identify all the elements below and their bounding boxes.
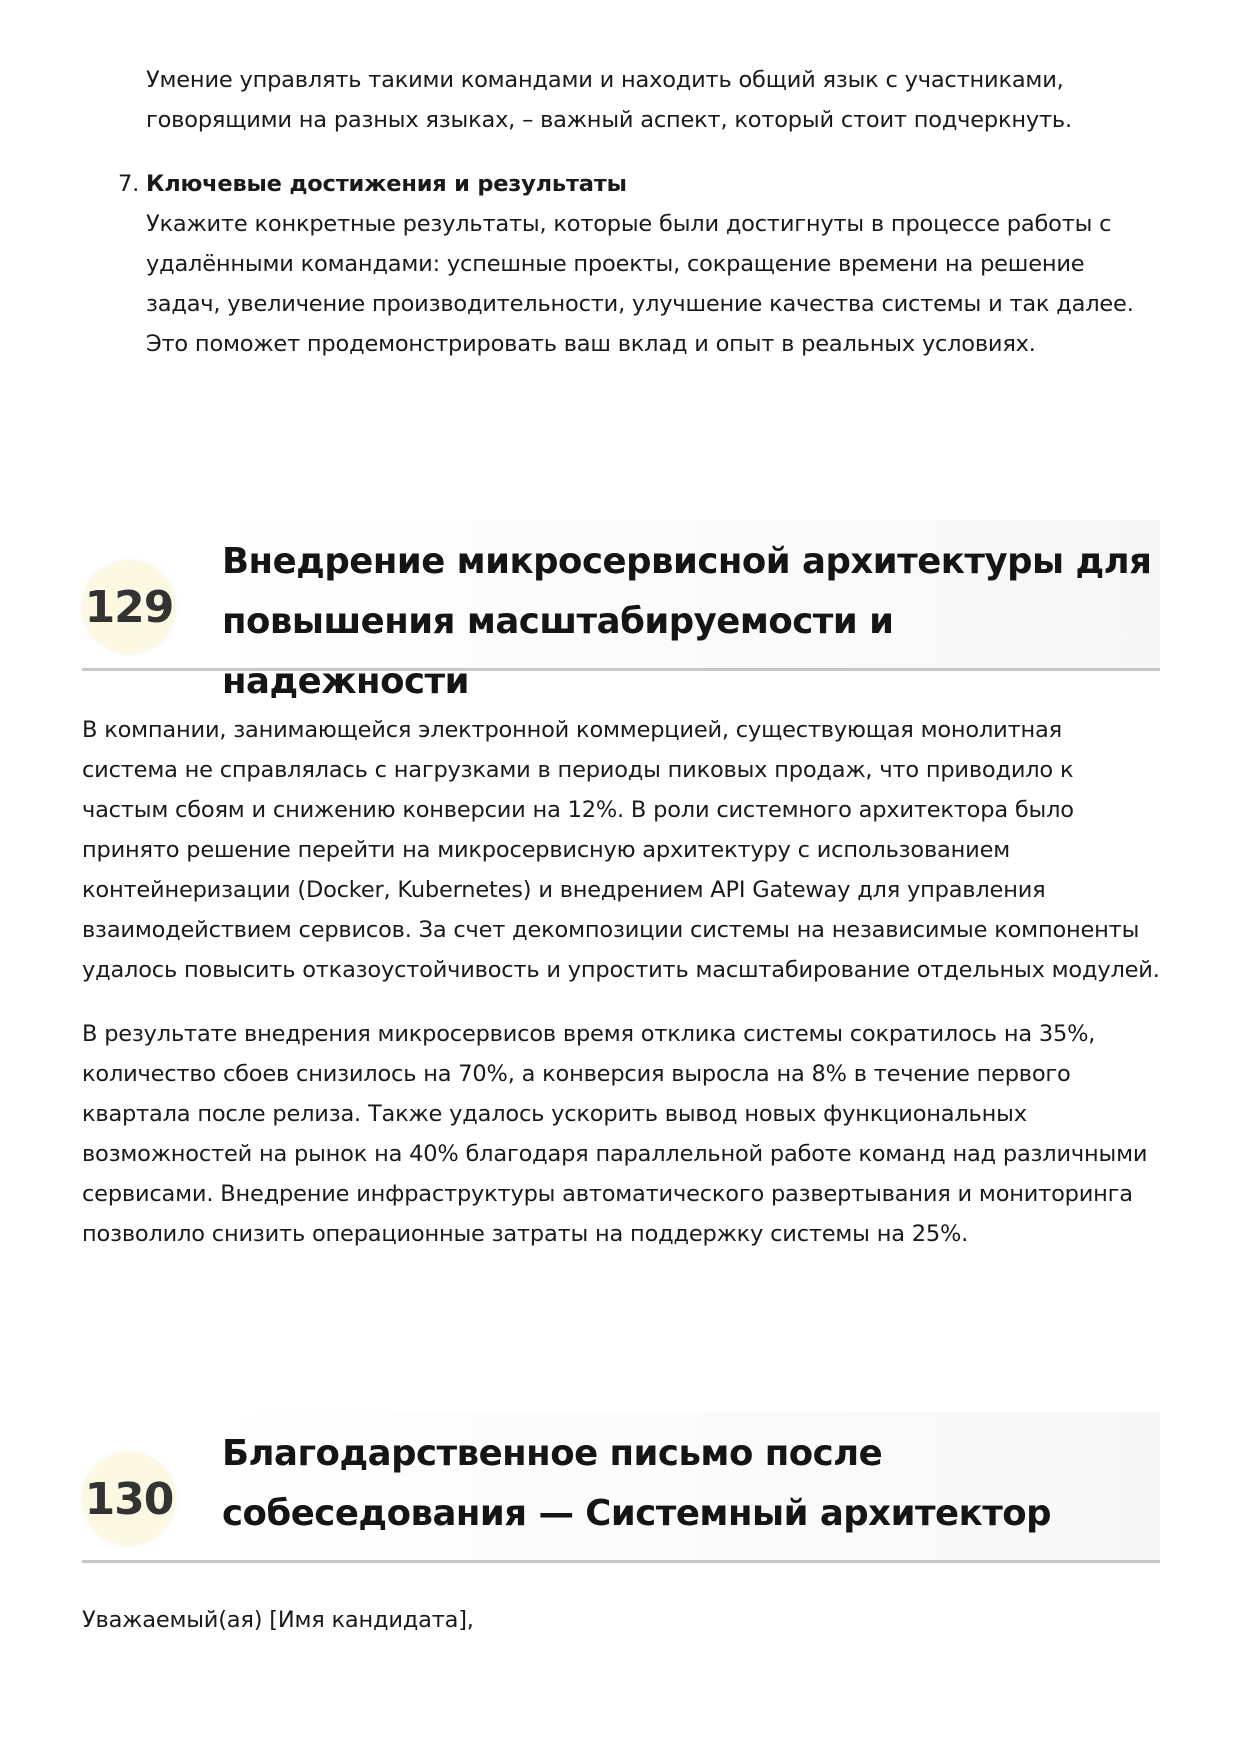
list-item-heading: Ключевые достижения и результаты [146,171,627,197]
intro-text [146,60,1156,140]
list-item-text: Укажите конкретные результаты, которые были достигнуты в процессе работы с удалёнными командами: успешные проекты, сокращение времени на решение задач, увеличение производительности, улучшение качества системы и так далее. Это поможет продемонстрировать ваш вклад и опыт в реальных условиях. [146,211,1134,357]
section-header-129 [82,520,1160,702]
section-129-paragraph-2 [82,1014,1162,1254]
greeting-text: Уважаемый(ая) [Имя кандидата], [82,1607,474,1633]
list-item-number: 7. [118,171,140,197]
paragraph: В результате внедрения микросервисов время отклика системы сократилось на 35%, количество сбоев снизилось на 70%, а конверсия выросла на 8% в течение первого квартала после релиза. Также удалось ускорить вывод новых функциональных возможностей на рынок на 40% благодаря параллельной работе команд над различными сервисами. Внедрение инфраструктуры автоматического развертывания и мониторинга позволило снизить операционные затраты на поддержку системы на 25%. [82,1021,1148,1247]
section-header-130 [82,1412,1160,1563]
intro-paragraph: Умение управлять такими командами и находить общий язык с участниками, говорящими на разных языках, – важный аспект, который стоит подчеркнуть. [146,67,1072,133]
section-129-paragraph-1 [82,710,1162,990]
section-number-badge: 130 [82,1452,176,1546]
letter-greeting [82,1600,1162,1640]
list-item [118,164,1156,364]
paragraph: В компании, занимающейся электронной коммерцией, существующая монолитная система не справлялась с нагрузками в периоды пиковых продаж, что приводило к частым сбоям и снижению конверсии на 12%. В роли системного архитектора было принято решение перейти на микросервисную архитектуру с использованием контейнеризации (Docker, Kubernetes) и внедрением API Gateway для управления взаимодействием сервисов. За счет декомпозиции системы на независимые компоненты удалось повысить отказоустойчивость и упростить масштабирование отдельных модулей. [82,717,1160,983]
section-number-badge: 129 [82,560,176,654]
section-title: Внедрение микросервисной архитектуры для повышения масштабируемости и надежности [222,541,1152,702]
section-title: Благодарственное письмо после собеседования — Системный архитектор [222,1433,1052,1534]
